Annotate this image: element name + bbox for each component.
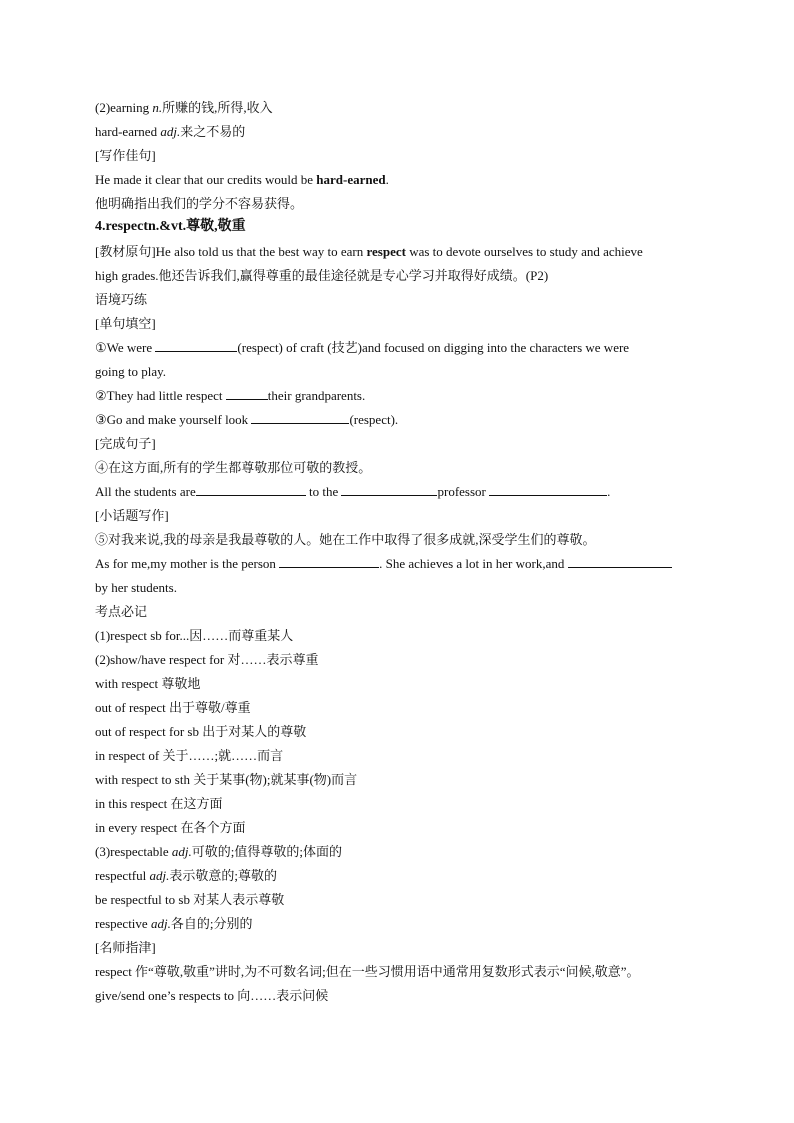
exercise-4 — [95, 483, 610, 501]
phrase-item: with respect to sth 关于某事(物);就某事(物)而言 — [95, 772, 358, 787]
entry-text: (3)respectable — [95, 844, 172, 859]
definition: 可敬的;值得尊敬的;体面的 — [191, 844, 342, 859]
answer-blank[interactable] — [341, 483, 437, 496]
example-sentence — [95, 171, 389, 189]
exercise-text: . — [607, 484, 611, 499]
part-of-speech: adj. — [149, 868, 170, 883]
sentence-part: was to devote ourselves to study and achieve — [405, 244, 643, 259]
sentence-part: He made it clear that our credits would be — [95, 172, 317, 187]
entry-text: respectful — [95, 868, 150, 883]
exercise-text: ①We were — [95, 340, 156, 355]
sentence-keyword: hard-earned — [316, 172, 386, 187]
answer-blank[interactable] — [226, 387, 268, 400]
entry-text: respective — [95, 916, 151, 931]
exercise-text: ③Go and make yourself look — [95, 412, 252, 427]
exercise-text: to the — [305, 484, 342, 499]
definition: 来之不易的 — [180, 124, 246, 139]
example-translation: 他明确指出我们的学分不容易获得。 — [95, 196, 304, 211]
entry-text: (2)earning — [95, 100, 153, 115]
exercise-text: (respect) of craft (技艺)and focused on digging into the characters we were — [237, 340, 630, 355]
exercise-text: professor — [437, 484, 490, 499]
answer-blank[interactable] — [279, 555, 379, 568]
entry-earning — [95, 99, 273, 117]
phrase-item: in respect of 关于……;就……而言 — [95, 748, 284, 763]
phrase-item: be respectful to sb 对某人表示尊敬 — [95, 892, 285, 907]
definition: 表示敬意的;尊敬的 — [169, 868, 278, 883]
sentence-keyword: respect — [366, 244, 406, 259]
exercise-text: . She achieves a lot in her work,and — [379, 556, 568, 571]
answer-blank[interactable] — [568, 555, 672, 568]
answer-blank[interactable] — [251, 411, 349, 424]
phrase-item: out of respect 出于尊敬/尊重 — [95, 700, 251, 715]
part-of-speech: adj. — [160, 124, 181, 139]
phrase-item: with respect 尊敬地 — [95, 676, 201, 691]
section-label-writing-sentence: [写作佳句] — [95, 148, 156, 163]
phrase-item: (1)respect sb for...因……而尊重某人 — [95, 628, 294, 643]
answer-blank[interactable] — [489, 483, 607, 496]
answer-blank[interactable] — [196, 483, 306, 496]
textbook-sentence-continued: high grades.他还告诉我们,赢得尊重的最佳途径就是专心学习并取得好成绩。(P2) — [95, 268, 549, 283]
section-label-complete-sentence: [完成句子] — [95, 436, 156, 451]
exercise-text: their grandparents. — [267, 388, 366, 403]
definition: 各自的;分别的 — [170, 916, 253, 931]
answer-blank[interactable] — [155, 339, 237, 352]
exercise-text: ②They had little respect — [95, 388, 226, 403]
section-label-topic-writing: [小话题写作] — [95, 508, 169, 523]
entry-respectful — [95, 867, 277, 885]
phrase-item: in every respect 在各个方面 — [95, 820, 246, 835]
exercise-1 — [95, 339, 629, 357]
phrase-item: in this respect 在这方面 — [95, 796, 223, 811]
phrase-item: (2)show/have respect for 对……表示尊重 — [95, 652, 319, 667]
entry-heading-respect: 4.respectn.&vt.尊敬,敬重 — [95, 219, 246, 234]
exercise-4-prompt: ④在这方面,所有的学生都尊敬那位可敬的教授。 — [95, 460, 372, 475]
exercise-1-continued: going to play. — [95, 364, 167, 379]
part-of-speech: adj. — [150, 916, 171, 931]
entry-respectable — [95, 843, 342, 861]
textbook-sentence — [95, 243, 643, 261]
exercise-text: All the students are — [95, 484, 196, 499]
exercise-5-prompt: ⑤对我来说,我的母亲是我最尊敬的人。她在工作中取得了很多成就,深受学生们的尊敬。 — [95, 532, 596, 547]
part-of-speech: adj. — [171, 844, 192, 859]
definition: 所赚的钱,所得,收入 — [162, 100, 273, 115]
exercise-2 — [95, 387, 365, 405]
entry-hard-earned — [95, 123, 245, 141]
sentence-part: [教材原句]He also told us that the best way to earn — [95, 244, 367, 259]
exercise-text: (respect). — [349, 412, 399, 427]
phrase-item: out of respect for sb 出于对某人的尊敬 — [95, 724, 307, 739]
section-label-teacher-tips: [名师指津] — [95, 940, 156, 955]
phrase-item: give/send one’s respects to 向……表示问候 — [95, 988, 329, 1003]
entry-text: hard-earned — [95, 124, 161, 139]
sentence-part: . — [385, 172, 389, 187]
section-label-key-points: 考点必记 — [95, 604, 148, 619]
exercise-5-continued: by her students. — [95, 580, 177, 595]
exercise-5 — [95, 555, 672, 573]
teacher-tip-text: respect 作“尊敬,敬重”讲时,为不可数名词;但在一些习惯用语中通常用复数形式表示“问候,敬意”。 — [95, 964, 640, 979]
exercise-3 — [95, 411, 398, 429]
part-of-speech: n. — [152, 100, 163, 115]
exercise-text: As for me,my mother is the person — [95, 556, 280, 571]
section-label-context-practice: 语境巧练 — [95, 292, 148, 307]
section-label-fill-blank: [单句填空] — [95, 316, 156, 331]
entry-respective — [95, 915, 252, 933]
